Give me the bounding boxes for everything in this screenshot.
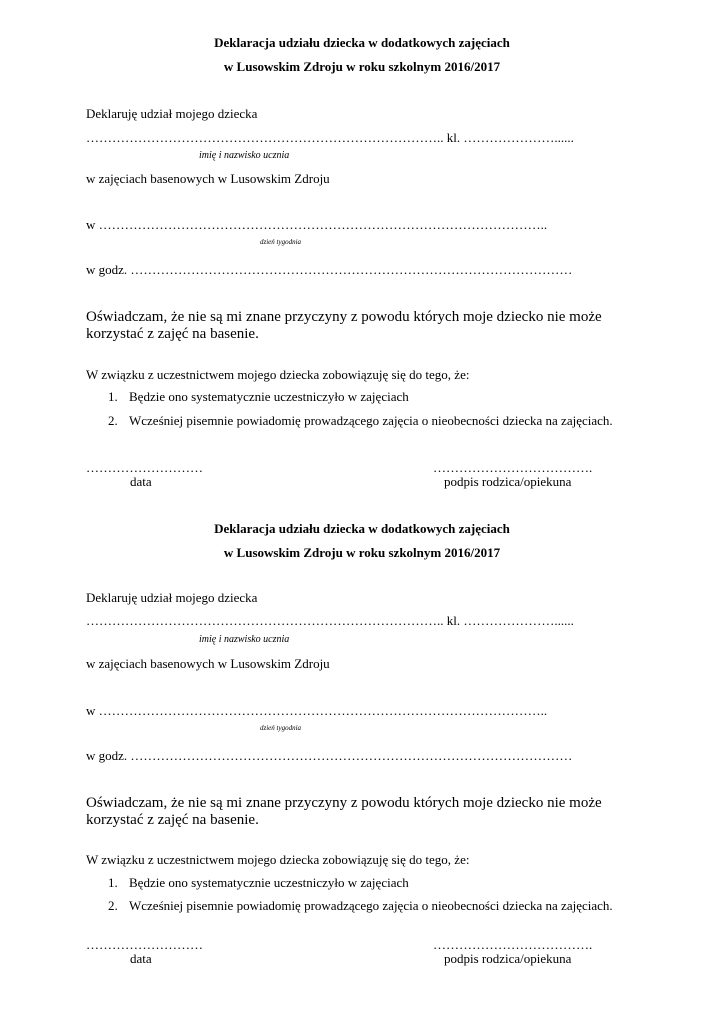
signature-field[interactable]: ………………………………. (433, 460, 593, 475)
day-field[interactable]: w ………………………………………………………………………………………….. (86, 217, 548, 232)
activity-line: w zajęciach basenowych w Lusowskim Zdroju (86, 171, 330, 186)
date-field[interactable]: ……………………… (86, 937, 203, 952)
list-item-number: 1. (108, 875, 118, 890)
name-hint: imię i nazwisko ucznia (199, 634, 290, 645)
signature-field[interactable]: ………………………………. (433, 937, 593, 952)
declare-line: Deklaruję udział mojego dziecka (86, 590, 258, 605)
form-title-line1: Deklaracja udziału dziecka w dodatkowych zajęciach (214, 521, 510, 536)
statement-line1: Oświadczam, że nie są mi znane przyczyny z powodu których moje dziecko nie może (86, 309, 602, 325)
date-field[interactable]: ……………………… (86, 460, 203, 475)
list-item-text: Wcześniej pisemnie powiadomię prowadzącego zajęcia o nieobecności dziecka na zajęciach. (129, 413, 613, 428)
day-field[interactable]: w ………………………………………………………………………………………….. (86, 703, 548, 718)
form-title-line2: w Lusowskim Zdroju w roku szkolnym 2016/2017 (223, 545, 501, 560)
date-label: data (130, 474, 152, 489)
name-hint: imię i nazwisko ucznia (199, 150, 290, 161)
hour-field[interactable]: w godz. ………………………………………………………………………………………… (86, 748, 573, 763)
statement-line2: korzystać z zajęć na basenie. (86, 812, 259, 828)
list-item-text: Wcześniej pisemnie powiadomię prowadzącego zajęcia o nieobecności dziecka na zajęciach. (129, 898, 613, 913)
day-hint: dzień tygodnia (260, 238, 302, 246)
list-item-text: Będzie ono systematycznie uczestniczyło w zajęciach (129, 875, 409, 890)
list-item-number: 1. (108, 389, 118, 404)
date-label: data (130, 951, 152, 966)
declaration-form-2 (0, 486, 724, 998)
signature-label: podpis rodzica/opiekuna (444, 474, 572, 489)
activity-line: w zajęciach basenowych w Lusowskim Zdroju (86, 656, 330, 671)
statement-line2: korzystać z zajęć na basenie. (86, 326, 259, 342)
name-and-class-field[interactable]: ……………………………………………………………………….. kl. …………………...... (86, 130, 574, 145)
form-title-line1: Deklaracja udziału dziecka w dodatkowych zajęciach (214, 35, 510, 50)
statement-line1: Oświadczam, że nie są mi znane przyczyny z powodu których moje dziecko nie może (86, 795, 602, 811)
list-item-text: Będzie ono systematycznie uczestniczyło w zajęciach (129, 389, 409, 404)
commitment-intro: W związku z uczestnictwem mojego dziecka zobowiązuję się do tego, że: (86, 367, 470, 382)
hour-field[interactable]: w godz. ………………………………………………………………………………………… (86, 262, 573, 277)
day-hint: dzień tygodnia (260, 724, 302, 732)
commitment-intro: W związku z uczestnictwem mojego dziecka zobowiązuję się do tego, że: (86, 852, 470, 867)
declare-line: Deklaruję udział mojego dziecka (86, 106, 258, 121)
list-item-number: 2. (108, 898, 118, 913)
signature-label: podpis rodzica/opiekuna (444, 951, 572, 966)
form-title-line2: w Lusowskim Zdroju w roku szkolnym 2016/2017 (223, 59, 501, 74)
list-item-number: 2. (108, 413, 118, 428)
name-and-class-field[interactable]: ……………………………………………………………………….. kl. …………………...... (86, 613, 574, 628)
